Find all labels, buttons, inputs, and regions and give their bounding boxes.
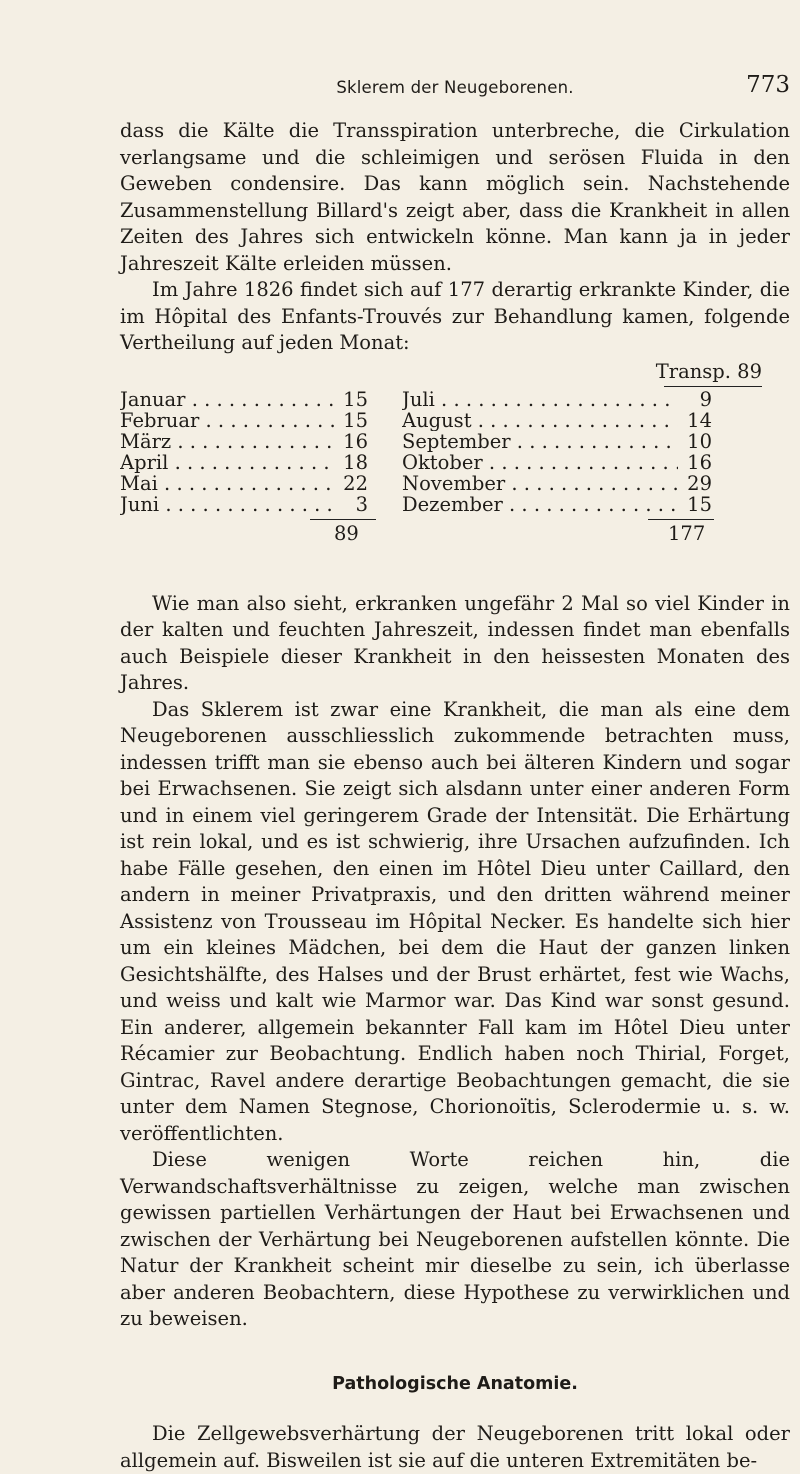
paragraph-4: Das Sklerem ist zwar eine Krankheit, die man als eine dem Neugeborenen ausschliesslich zukommende betrachten muss, indessen trifft man sie ebenso auch bei älteren Kindern und sogar bei Erwachsenen. Sie zeigt sich alsdann unter einer anderen Form und in einem viel geringerem Grade der Intensität. Die Erhärtung ist rein lokal, und es ist schwierig, ihre Ursachen aufzufinden. Ich habe Fälle gesehen, den einen im Hôtel Dieu unter Caillard, den andern in meiner Privatpraxis, und den dritten während meiner Assistenz von Trousseau im Hôpital Necker. Es handelte sich hier um ein kleines Mädchen, bei dem die Haut der ganzen linken Gesichtshälfte, des Halses und der Brust erhärtet, fest wie Wachs, und weiss und kalt wie Marmor war. Das Kind war sonst gesund. Ein anderer, allgemein bekannter Fall kam im Hôtel Dieu unter Récamier zur Beobachtung. Endlich haben noch Thirial, Forget, Gintrac, Ravel andere derartige Beobachtungen gemacht, die sie unter dem Namen Stegnose, Chorionoïtis, Sclerodermie u. s. w. veröffentlichten. [120,697,790,1145]
paragraph-1: dass die Kälte die Transspiration unterbreche, die Cirkulation verlangsame und die schleimigen und serösen Fluida in den Geweben condensire. Das kann möglich sein. Nachstehende Zusammenstellung Billard's zeigt aber, dass die Krankheit in allen Zeiten des Jahres sich entwickeln könne. Man kann ja in jeder Jahreszeit Kälte erleiden müssen. [120,119,790,275]
table-row: April . . . 18 [120,452,368,473]
section-heading: Pathologische Anatomie. [332,1373,578,1394]
monthly-distribution-table [120,359,790,591]
table-row: Juli . . . 9 [402,389,712,410]
paragraph-2: Im Jahre 1826 findet sich auf 177 derartig erkrankte Kinder, die im Hôpital des Enfants-Trouvés zur Behandlung kamen, folgende Vertheilung auf jeden Monat: [120,278,790,354]
table-left-column [120,389,368,515]
left-sum-rule [310,519,376,520]
transport-rule [664,386,762,387]
right-sum: 177 [668,521,706,545]
table-row: Februar . . . 15 [120,410,368,431]
page-header [120,72,790,108]
table-row: März . . . 16 [120,431,368,452]
table-row: November . . . 29 [402,473,712,494]
running-head: Sklerem der Neugeborenen. [336,78,574,97]
transport-total: Transp. 89 [655,359,762,383]
table-row: Januar . . . 15 [120,389,368,410]
table-row: September . . . 10 [402,431,712,452]
page-number: 773 [746,72,790,98]
body-text [120,118,790,1474]
table-row: August . . . 14 [402,410,712,431]
table-row: Dezember . . . 15 [402,494,712,515]
table-row: Mai . . . 22 [120,473,368,494]
table-row: Oktober . . . 16 [402,452,712,473]
paragraph-6: Die Zellgewebsverhärtung der Neugeborenen tritt lokal oder allgemein auf. Bisweilen ist sie auf die unteren Extremitäten be- [120,1422,790,1472]
table-row: Juni . . . 3 [120,494,368,515]
left-sum: 89 [334,521,359,545]
table-right-column [402,389,712,515]
paragraph-3: Wie man also sieht, erkranken ungefähr 2 Mal so viel Kinder in der kalten und feuchten Jahreszeit, indessen findet man ebenfalls auch Beispiele dieser Krankheit in den heissesten Monaten des Jahres. [120,591,790,694]
paragraph-5: Diese wenigen Worte reichen hin, die Verwandschaftsverhältnisse zu zeigen, welche man zwischen gewissen partiellen Verhärtungen der Haut bei Erwachsenen und zwischen der Verhärtung bei Neugeborenen aufstellen könnte. Die Natur der Krankheit scheint mir dieselbe zu sein, ich überlasse aber anderen Beobachtern, diese Hypothese zu verwirklichen und zu beweisen. [120,1148,790,1330]
right-sum-rule [648,519,714,520]
